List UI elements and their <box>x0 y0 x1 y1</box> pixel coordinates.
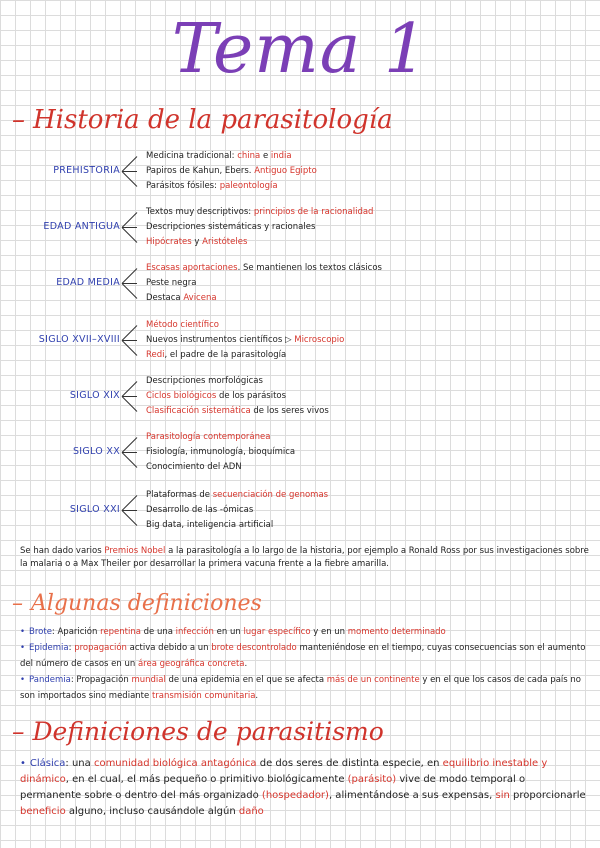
parasitismo-definition <box>20 756 586 820</box>
highlight-text: más de un continente <box>326 675 420 685</box>
era-notes <box>146 430 295 475</box>
highlight-text: daño <box>238 806 264 817</box>
era-label: PREHISTORIA <box>53 164 120 176</box>
text-fragment: proporcionarle <box>509 790 586 801</box>
text-fragment: : Propagación <box>70 675 132 685</box>
section-heading-definiciones <box>12 586 262 622</box>
highlight-text: área geográfica concreta <box>137 659 245 669</box>
heading-dash: – <box>12 717 25 746</box>
text-fragment: de una <box>140 627 176 637</box>
text-fragment: Peste negra <box>146 278 197 288</box>
text-fragment: manteniéndose en el tiempo, cuyas consecuencias son el aumento del número de casos en un <box>20 643 586 669</box>
era-notes <box>146 488 328 533</box>
text-fragment: . <box>244 659 248 669</box>
text-fragment: Conocimiento del ADN <box>146 462 242 472</box>
text-fragment: : <box>68 643 75 653</box>
note-line <box>146 149 317 164</box>
note-line <box>146 205 373 220</box>
note-line <box>146 291 382 306</box>
text-fragment: Fisiología, inmunología, bioquímica <box>146 447 296 457</box>
highlight-text: secuenciación de genomas <box>212 490 329 500</box>
text-fragment: e <box>260 151 271 161</box>
text-fragment: Descripciones sistemáticas y racionales <box>146 222 316 232</box>
note-line <box>146 518 328 533</box>
text-fragment: Parásitos fósiles: <box>146 181 220 191</box>
text-fragment: y en el que los casos de cada país no son importados sino mediante <box>20 675 581 701</box>
term-label: Clásica <box>29 758 66 769</box>
era-notes <box>146 205 373 250</box>
highlight-text: india <box>270 151 292 161</box>
highlight-text: Clasificación sistemática <box>146 406 251 416</box>
highlight-text: principios de la racionalidad <box>253 207 374 217</box>
term-label: Epidemia <box>29 643 69 653</box>
text-fragment: vive de modo temporal o permanente sobre o dentro del más organizado <box>20 774 526 801</box>
bullet-icon: • <box>20 643 26 653</box>
era-label: EDAD MEDIA <box>56 276 120 288</box>
term-label: Pandemia <box>29 675 71 685</box>
highlight-text: china <box>237 151 261 161</box>
highlight-text: (parásito) <box>347 774 397 785</box>
heading-dash: – <box>12 591 23 616</box>
note-line <box>146 220 373 235</box>
note-line <box>146 389 329 404</box>
bullet-icon: • <box>20 675 26 685</box>
branch-arrow <box>122 261 142 306</box>
definition-item <box>20 672 590 704</box>
text-fragment: de dos seres de distinta especie, en <box>256 758 443 769</box>
highlight-text: repentina <box>100 627 141 637</box>
branch-arrow <box>122 149 142 194</box>
note-line <box>146 430 295 445</box>
era-notes <box>146 149 317 194</box>
note-line <box>146 179 317 194</box>
text-fragment: : una <box>65 758 94 769</box>
term-label: Brote <box>29 627 52 637</box>
highlight-text: brote descontrolado <box>211 643 297 653</box>
note-line <box>146 503 328 518</box>
text-fragment: . <box>255 691 259 701</box>
text-fragment: Destaca <box>146 293 184 303</box>
highlight-text: comunidad biológica antagónica <box>93 758 257 769</box>
highlight-text: paleontología <box>219 181 278 191</box>
text-fragment: activa debido a un <box>126 643 212 653</box>
highlight-text: equilibrio inestable y dinámico <box>20 758 548 785</box>
text-fragment: y en un <box>310 627 348 637</box>
branch-arrow <box>122 430 142 475</box>
text-fragment: , el padre de la parasitología <box>164 350 287 360</box>
note-line <box>146 404 329 419</box>
definition-item <box>20 640 590 672</box>
text-fragment: Textos muy descriptivos: <box>146 207 254 217</box>
text-fragment: a la parasitología a lo largo de la historia, por ejemplo a Ronald Ross por sus investigaciones sobre la malaria o a Max Theiler por desarrollar la primera vacuna frente a la fiebre amarilla. <box>20 546 589 569</box>
highlight-text: Método científico <box>146 320 219 330</box>
text-fragment: Descripciones morfológicas <box>146 376 263 386</box>
highlight-text: transmisión comunitaria <box>151 691 256 701</box>
section-heading-historia <box>12 100 393 140</box>
text-fragment: Papiros de Kahun, Ebers. <box>146 166 255 176</box>
note-line <box>146 164 317 179</box>
branch-arrow <box>122 488 142 533</box>
highlight-text: Hipócrates <box>146 237 192 247</box>
highlight-text: momento determinado <box>347 627 446 637</box>
highlight-text: Ciclos biológicos <box>146 391 217 401</box>
definition-item <box>20 624 590 640</box>
text-fragment: Plataformas de <box>146 490 213 500</box>
highlight-text: Redi <box>146 350 165 360</box>
highlight-text: infección <box>175 627 214 637</box>
highlight-text: Microscopio <box>294 335 345 345</box>
highlight-text: Avicena <box>183 293 217 303</box>
text-fragment: , alimentándose a sus expensas, <box>328 790 496 801</box>
note-line <box>146 488 328 503</box>
highlight-text: Premios Nobel <box>104 546 166 556</box>
bullet-icon: • <box>20 627 26 637</box>
text-fragment: Se han dado varios <box>20 546 105 556</box>
text-fragment: , en el cual, el más pequeño o primitivo biológicamente <box>65 774 348 785</box>
note-line <box>146 235 373 250</box>
era-label: SIGLO XVII–XVIII <box>38 333 120 345</box>
definitions-list <box>20 624 590 704</box>
era-notes <box>146 261 382 306</box>
heading-dash: – <box>12 105 25 135</box>
highlight-text: Escasas aportaciones <box>146 263 238 273</box>
section-heading-definiciones-text: Algunas definiciones <box>31 591 262 616</box>
text-fragment: de los seres vivos <box>250 406 329 416</box>
text-fragment: . Se mantienen los textos clásicos <box>237 263 382 273</box>
text-fragment: Desarrollo de las -ómicas <box>146 505 254 515</box>
highlight-text: Parasitología contemporánea <box>146 432 271 442</box>
highlight-text: (hospedador) <box>261 790 329 801</box>
section-heading-historia-text: Historia de la parasitología <box>33 105 393 135</box>
text-fragment: : Aparición <box>51 627 101 637</box>
page-title: Tema 1 <box>171 10 429 89</box>
highlight-text: beneficio <box>20 806 66 817</box>
text-fragment: Medicina tradicional: <box>146 151 238 161</box>
text-fragment: en un <box>213 627 244 637</box>
section-heading-parasitismo-text: Definiciones de parasitismo <box>32 717 384 746</box>
note-line <box>146 276 382 291</box>
era-label: SIGLO XXI <box>69 503 120 515</box>
note-line <box>146 318 344 333</box>
note-line <box>146 460 295 475</box>
text-fragment: Nuevos instrumentos científicos ▷ <box>146 335 295 345</box>
section-heading-parasitismo <box>12 712 384 752</box>
note-line <box>146 374 329 389</box>
note-line <box>146 348 344 363</box>
branch-arrow <box>122 318 142 363</box>
text-fragment: Big data, inteligencia artificial <box>146 520 274 530</box>
text-fragment: alguno, incluso causándole algún <box>65 806 239 817</box>
highlight-text: propagación <box>74 643 127 653</box>
highlight-text: Aristóteles <box>202 237 248 247</box>
note-line <box>146 261 382 276</box>
era-label: SIGLO XIX <box>69 389 120 401</box>
note-line <box>146 333 344 348</box>
branch-arrow <box>122 205 142 250</box>
text-fragment: de los parásitos <box>216 391 287 401</box>
era-notes <box>146 318 344 363</box>
text-fragment: y <box>191 237 203 247</box>
note-line <box>146 445 295 460</box>
era-notes <box>146 374 329 419</box>
highlight-text: sin <box>495 790 510 801</box>
highlight-text: Antiguo Egipto <box>254 166 317 176</box>
highlight-text: mundial <box>131 675 166 685</box>
branch-arrow <box>122 374 142 419</box>
nobel-paragraph <box>20 545 590 571</box>
text-fragment: de una epidemia en el que se afecta <box>165 675 327 685</box>
highlight-text: lugar específico <box>243 627 311 637</box>
bullet-icon: • <box>20 758 26 769</box>
era-label: EDAD ANTIGUA <box>43 220 120 232</box>
era-label: SIGLO XX <box>72 445 120 457</box>
